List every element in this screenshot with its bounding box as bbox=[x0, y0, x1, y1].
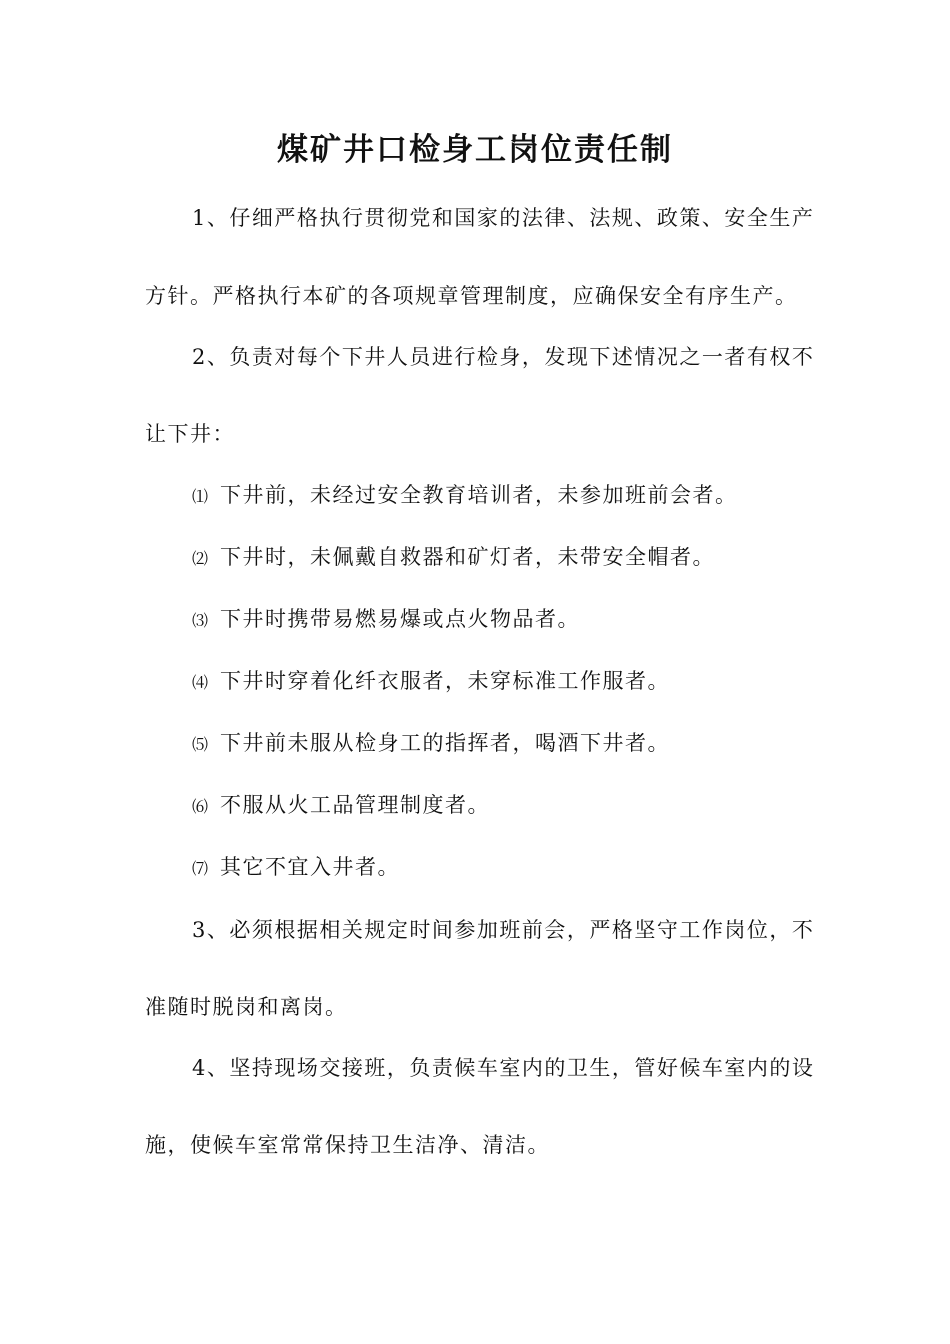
list-item bbox=[192, 541, 715, 575]
list-item bbox=[192, 665, 670, 699]
list-item bbox=[192, 603, 580, 637]
list-item-number: ⑶ bbox=[192, 611, 209, 630]
list-item-number: ⑸ bbox=[192, 735, 209, 754]
list-item-text: 下井时携带易燃易爆或点火物品者。 bbox=[220, 607, 581, 631]
list-item bbox=[192, 727, 670, 761]
list-item-text: 下井前未服从检身工的指挥者，喝酒下井者。 bbox=[220, 731, 671, 755]
list-item-number: ⑵ bbox=[192, 549, 209, 568]
list-item-number: ⑷ bbox=[192, 673, 209, 692]
list-item-text: 其它不宜入井者。 bbox=[220, 855, 401, 879]
paragraph-2-line-1: 2、负责对每个下井人员进行检身，发现下述情况之一者有权不 bbox=[192, 345, 815, 369]
document-title: 煤矿井口检身工岗位责任制 bbox=[277, 132, 673, 168]
list-item bbox=[192, 479, 738, 513]
list-item-number: ⑹ bbox=[192, 797, 209, 816]
paragraph-4-line-2: 施，使候车室常常保持卫生洁净、清洁。 bbox=[145, 1133, 550, 1157]
paragraph-2-line-2: 让下井： bbox=[145, 422, 235, 446]
paragraph-4-line-1: 4、坚持现场交接班，负责候车室内的卫生，管好候车室内的设 bbox=[192, 1056, 815, 1080]
list-item-text: 下井前，未经过安全教育培训者，未参加班前会者。 bbox=[220, 483, 738, 507]
list-item-text: 下井时穿着化纤衣服者，未穿标准工作服者。 bbox=[220, 669, 671, 693]
paragraph-3-line-1: 3、必须根据相关规定时间参加班前会，严格坚守工作岗位，不 bbox=[192, 918, 815, 942]
list-item-number: ⑺ bbox=[192, 859, 209, 878]
list-item bbox=[192, 789, 490, 823]
list-item-text: 下井时，未佩戴自救器和矿灯者，未带安全帽者。 bbox=[220, 545, 716, 569]
paragraph-3-line-2: 准随时脱岗和离岗。 bbox=[145, 995, 348, 1019]
list-item-text: 不服从火工品管理制度者。 bbox=[220, 793, 491, 817]
list-item-number: ⑴ bbox=[192, 487, 209, 506]
paragraph-1-line-1: 1、仔细严格执行贯彻党和国家的法律、法规、政策、安全生产 bbox=[192, 206, 815, 230]
list-item bbox=[192, 851, 400, 885]
paragraph-1-line-2: 方针。严格执行本矿的各项规章管理制度，应确保安全有序生产。 bbox=[145, 284, 798, 308]
